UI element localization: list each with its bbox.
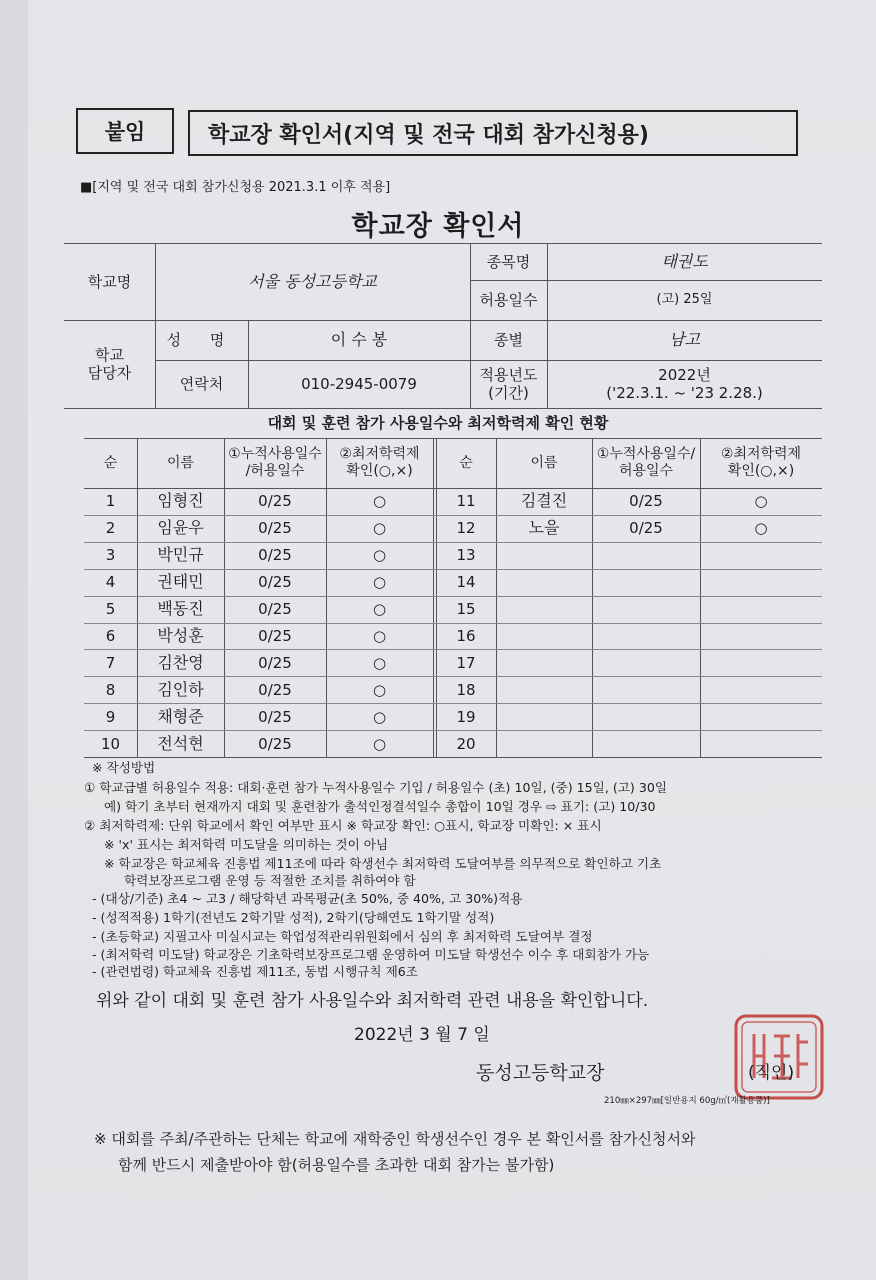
header-check: ②최저학력제 확인(○,×) xyxy=(339,446,420,479)
cell-no: 19 xyxy=(456,707,476,726)
cell-check: ○ xyxy=(372,546,387,565)
instruction-line: 학력보장프로그램 운영 등 적절한 조치를 취하여야 함 xyxy=(124,873,416,888)
contact-value: 010-2945-0079 xyxy=(301,375,417,393)
instruction-line: - (초등학교) 지필고사 미실시교는 학업성적관리위원회에서 심의 후 최저학력 도달여부 결정 xyxy=(92,929,593,944)
cell-check xyxy=(700,623,822,650)
gender-label: 종별 xyxy=(494,331,523,349)
cell-days: 0/25 xyxy=(258,707,292,726)
cell-name: 박민규 xyxy=(157,545,204,565)
confirmation-text: 위와 같이 대회 및 훈련 참가 사용일수와 최저학력 관련 내용을 확인합니다. xyxy=(96,991,649,1011)
cell-name xyxy=(496,542,592,569)
cell-name xyxy=(496,569,592,596)
cell-check xyxy=(700,649,822,676)
instruction-line: 예) 학기 초부터 현재까지 대회 및 훈련참가 출석인정결석일수 총합이 10일 경우 ⇨ 표기: (고) 10/30 xyxy=(104,799,656,814)
cell-check: ○ xyxy=(754,492,768,511)
cell-no: 5 xyxy=(105,600,116,619)
cell-days: 0/25 xyxy=(258,680,292,699)
cell-name: 노을 xyxy=(528,518,560,538)
cell-name xyxy=(496,623,592,650)
cell-name xyxy=(496,730,592,757)
cell-no: 6 xyxy=(105,626,116,645)
cell-no: 20 xyxy=(456,734,476,753)
sport-label: 종목명 xyxy=(486,252,531,271)
cell-check: ○ xyxy=(372,707,387,726)
cell-name: 김인하 xyxy=(157,679,204,699)
paper-spec: 210㎜×297㎜[일반용지 60g/㎡(재활용품)] xyxy=(604,1096,770,1106)
cell-no: 3 xyxy=(105,546,116,565)
manager-name: 이 수 봉 xyxy=(330,330,388,349)
cell-days xyxy=(592,676,700,703)
header-name-2: 이름 xyxy=(530,454,558,471)
signer-title: 동성고등학교장 xyxy=(476,1062,605,1084)
cell-name: 김찬영 xyxy=(157,652,204,672)
header-days: ①누적사용일수 /허용일수 xyxy=(228,446,322,479)
cell-no: 13 xyxy=(456,546,476,565)
year-value: 2022년 ('22.3.1. ~ '23 2.28.) xyxy=(606,366,763,402)
seal-label: (직인) xyxy=(748,1063,795,1083)
cell-check: ○ xyxy=(754,519,768,538)
cell-check: ○ xyxy=(372,653,387,672)
section-title: 대회 및 훈련 참가 사용일수와 최저학력제 확인 현황 xyxy=(267,414,609,432)
cell-name: 임형진 xyxy=(157,491,204,511)
cell-check: ○ xyxy=(372,492,387,511)
cell-days: 0/25 xyxy=(258,546,292,565)
cell-days xyxy=(592,649,700,676)
cell-name: 채형준 xyxy=(157,706,204,726)
instruction-line: - (최저학력 미도달) 학교장은 기초학력보장프로그램 운영하여 미도달 학생선수 이수 후 대회참가 가능 xyxy=(92,947,650,962)
cell-no: 11 xyxy=(456,492,476,511)
cell-no: 4 xyxy=(105,573,116,592)
cell-no: 14 xyxy=(456,573,476,592)
cell-no: 17 xyxy=(456,653,476,672)
cell-name: 권태민 xyxy=(157,572,204,592)
cell-name xyxy=(496,676,592,703)
cell-no: 15 xyxy=(456,600,476,619)
cell-check xyxy=(700,676,822,703)
cell-days: 0/25 xyxy=(629,519,663,538)
document-title: 학교장 확인서 xyxy=(351,211,525,242)
instruction-line: ② 최저학력제: 단위 학교에서 확인 여부만 표시 ※ 학교장 확인: ○표시, 학교장 미확인: × 표시 xyxy=(84,818,602,833)
cell-days: 0/25 xyxy=(258,600,292,619)
instruction-line: ※ 'x' 표시는 최저학력 미도달을 의미하는 것이 아님 xyxy=(104,837,389,852)
cell-name: 임윤우 xyxy=(157,518,204,538)
instruction-line: - (관련법령) 학교체육 진흥법 제11조, 동법 시행규칙 제6조 xyxy=(92,964,418,979)
cell-name: 전석현 xyxy=(157,733,204,753)
cell-no: 8 xyxy=(105,680,116,699)
cell-days: 0/25 xyxy=(258,519,292,538)
cell-days xyxy=(592,623,700,650)
cell-days xyxy=(592,703,700,730)
cell-days: 0/25 xyxy=(258,626,292,645)
instruction-line: ※ 학교장은 학교체육 진흥법 제11조에 따라 학생선수 최저학력 도달여부를 의무적으로 확인하고 기초 xyxy=(104,856,662,871)
cell-check xyxy=(700,703,822,730)
header-no-2: 순 xyxy=(459,454,473,471)
cell-name: 김결진 xyxy=(520,491,568,511)
school-value: 서울 동성고등학교 xyxy=(248,271,377,291)
cell-days xyxy=(592,596,700,623)
instruction-line: ① 학교급별 허용일수 적용: 대회·훈련 참가 누적사용일수 기입 / 허용일수 (초) 10일, (중) 15일, (고) 30일 xyxy=(84,780,668,795)
header-no: 순 xyxy=(103,454,118,471)
allow-days-label: 허용일수 xyxy=(479,291,538,309)
cell-days: 0/25 xyxy=(258,734,292,753)
cell-check: ○ xyxy=(372,734,387,753)
cell-name: 백동진 xyxy=(157,599,204,619)
cell-name: 박성훈 xyxy=(157,625,204,645)
cell-name xyxy=(496,596,592,623)
cell-check xyxy=(700,596,822,623)
cell-check xyxy=(700,569,822,596)
instruction-line: - (대상/기준) 초4 ~ 고3 / 해당학년 과목평균(초 50%, 중 40%, 고 30%)적용 xyxy=(92,891,523,906)
cell-check xyxy=(700,730,822,757)
cell-days: 0/25 xyxy=(258,653,292,672)
cell-days: 0/25 xyxy=(629,492,663,511)
usage-note: ■[지역 및 전국 대회 참가신청용 2021.3.1 이후 적용] xyxy=(80,180,391,195)
manager-label: 학교 담당자 xyxy=(87,346,132,382)
attachment-tag: 붙임 xyxy=(76,108,174,154)
cell-days xyxy=(592,730,700,757)
gender-value: 남고 xyxy=(669,330,700,349)
header-check-2: ②최저학력제 확인(○,×) xyxy=(720,446,802,479)
year-label: 적용년도 (기간) xyxy=(479,366,538,402)
contact-label: 연락처 xyxy=(179,375,224,393)
cell-days xyxy=(592,542,700,569)
header-title-box: 학교장 확인서(지역 및 전국 대회 참가신청용) xyxy=(188,110,798,156)
instruction-line: - (성적적용) 1학기(전년도 2학기말 성적), 2학기(당해연도 1학기말 성적) xyxy=(92,910,495,925)
cell-no: 9 xyxy=(105,707,116,726)
cell-no: 12 xyxy=(456,519,476,538)
cell-check: ○ xyxy=(372,680,387,699)
cell-check: ○ xyxy=(372,626,387,645)
instruction-line: ※ 작성방법 xyxy=(92,760,156,775)
cell-check: ○ xyxy=(372,600,387,619)
name-label: 성 명 xyxy=(166,331,237,349)
cell-no: 7 xyxy=(105,653,116,672)
issue-date: 2022년 3 월 7 일 xyxy=(354,1025,490,1045)
footer-note-line: 함께 반드시 제출받아야 함(허용일수를 초과한 대회 참가는 불가함) xyxy=(118,1156,555,1174)
official-seal-icon xyxy=(732,1012,828,1102)
header-days-2: ①누적사용일수/ 허용일수 xyxy=(596,446,696,479)
cell-check xyxy=(700,542,822,569)
allow-days-value: (고) 25일 xyxy=(656,292,713,307)
school-label: 학교명 xyxy=(87,272,132,291)
cell-days: 0/25 xyxy=(258,573,292,592)
footer-note-line: ※ 대회를 주최/주관하는 단체는 학교에 재학중인 학생선수인 경우 본 확인서를 참가신청서와 xyxy=(94,1130,696,1148)
cell-name xyxy=(496,703,592,730)
cell-name xyxy=(496,649,592,676)
header-name: 이름 xyxy=(166,454,195,471)
cell-no: 16 xyxy=(456,626,476,645)
sport-value: 태권도 xyxy=(661,251,708,271)
cell-no: 2 xyxy=(105,519,116,538)
cell-days: 0/25 xyxy=(258,492,292,511)
cell-no: 10 xyxy=(100,734,121,753)
cell-no: 1 xyxy=(105,492,116,511)
cell-no: 18 xyxy=(456,680,476,699)
cell-check: ○ xyxy=(372,573,387,592)
cell-check: ○ xyxy=(372,519,387,538)
cell-days xyxy=(592,569,700,596)
